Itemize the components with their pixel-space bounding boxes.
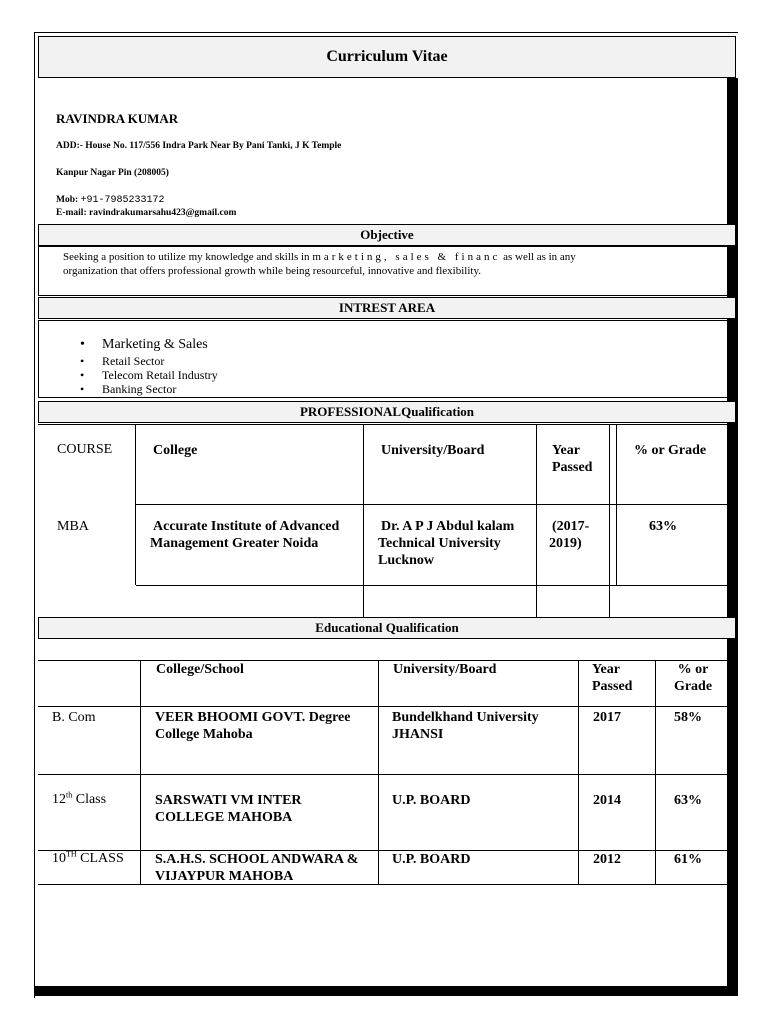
col-school-header: College/School [156,662,244,677]
edu-course-suffix: TH [66,849,77,859]
table-rule [136,504,728,505]
edu-course-rest: Class [72,792,107,807]
table-rule [135,424,136,585]
edu-year: 2014 [593,793,621,808]
edu-grade: 61% [674,852,702,867]
frame-shadow-bottom [34,986,738,996]
email-label: E-mail: [56,208,89,218]
frame-shadow-right [727,78,738,996]
col-board-header: University/Board [393,662,497,677]
table-rule [609,424,610,617]
objective-spaced-words: marketing, sales & financ [312,251,501,263]
edu-board: U.P. BOARD [392,793,471,808]
interest-item: • Telecom Retail Industry [76,368,376,382]
interest-heading: INTREST AREA [38,297,736,319]
col-year-header: Year Passed [552,443,593,475]
address-line-1: ADD:- House No. 117/556 Indra Park Near By Pani Tanki, J K Temple [56,141,342,151]
col-university-header: University/Board [381,443,485,458]
col-grade-header: % or Grade [634,443,707,458]
edu-school: S.A.H.S. SCHOOL ANDWARA & VIJAYPUR MAHOBA [155,852,359,884]
edu-course: B. Com [52,710,96,725]
col-year-header: Year Passed [592,662,633,694]
document-title: Curriculum Vitae [38,36,736,78]
table-rule [140,660,141,884]
table-rule [38,884,728,885]
objective-text-part-2: as well as in any [500,251,576,263]
interest-item: • Marketing & Sales [76,336,376,354]
col-college-header: College [153,443,198,458]
col-course-header: COURSE [57,442,113,457]
objective-text [63,250,713,278]
table-rule [378,660,379,884]
objective-heading: Objective [38,224,736,246]
edu-course [52,791,106,808]
professional-heading [38,401,736,423]
edu-school: VEER BHOOMI GOVT. Degree College Mahoba [155,710,351,742]
table-rule [38,424,728,425]
edu-year: 2017 [593,710,621,725]
table-rule [38,850,728,851]
table-rule [38,706,728,707]
objective-text-line-2: organization that offers professional growth while being resourceful, innovative and flexibility. [63,265,481,277]
email-value: ravindrakumarsahu423@gmail.com [88,208,237,218]
interest-list [76,336,376,396]
interest-item: • Retail Sector [76,354,376,368]
candidate-name: RAVINDRA KUMAR [56,111,179,126]
professional-heading-rest: Qualification [401,404,475,419]
edu-grade: 58% [674,710,702,725]
table-rule [38,774,728,775]
mobile [56,195,165,206]
mobile-label: Mob: [56,195,81,205]
professional-heading-bold: PROFESSIONAL [299,404,402,419]
table-rule [616,424,617,504]
row-course: MBA [57,519,89,534]
edu-year: 2012 [593,852,621,867]
edu-course-suffix: th [66,790,73,800]
edu-course-rest: CLASS [76,851,124,866]
row-year: (2017-2019) [549,519,590,551]
interest-item: • Banking Sector [76,382,376,396]
table-rule [578,660,579,884]
row-grade: 63% [649,519,677,534]
row-college: Accurate Institute of Advanced Management Greater Noida [150,519,340,551]
objective-text-part-1: Seeking a position to utilize my knowledge and skills in [63,251,313,263]
edu-course [52,850,124,867]
edu-school: SARSWATI VM INTER COLLEGE MAHOBA [155,793,302,825]
edu-board: U.P. BOARD [392,852,471,867]
edu-course-number: 12 [52,792,66,807]
edu-grade: 63% [674,793,702,808]
edu-course-number: 10 [52,851,66,866]
address-line-2: Kanpur Nagar Pin (208005) [56,168,169,178]
educational-heading: Educational Qualification [38,617,736,639]
edu-board: Bundelkhand University JHANSI [392,710,539,742]
table-rule [616,504,617,585]
table-rule [655,660,656,884]
mobile-value: +91-7985233172 [80,195,165,206]
table-rule [136,585,728,586]
email [56,208,236,218]
row-university: Dr. A P J Abdul kalam Technical University Lucknow [378,519,515,568]
col-grade-header: % or Grade [673,662,713,694]
